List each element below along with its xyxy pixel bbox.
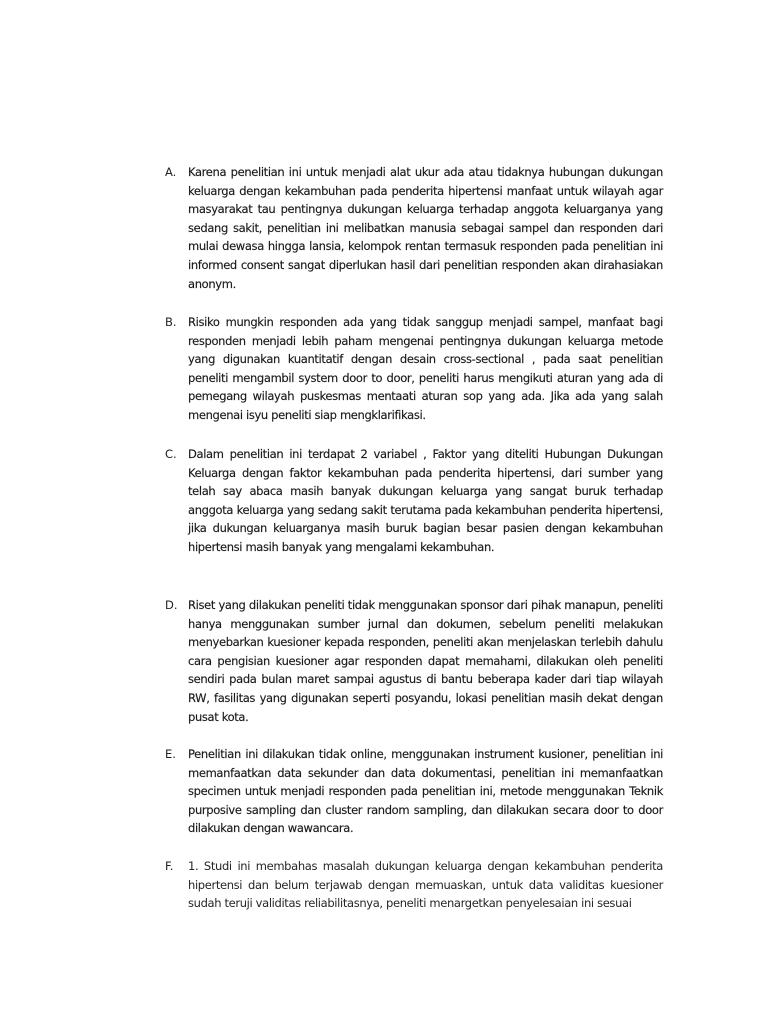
list-marker-c: C. xyxy=(165,447,177,461)
list-marker-f: F. xyxy=(165,859,174,873)
paragraph-c: Dalam penelitian ini terdapat 2 variabel , Faktor yang diteliti Hubungan Dukungan Keluarga dengan faktor kekambuhan pada penderita hipertensi, dari sumber yang telah say abaca masih banyak dukungan keluarga yang sangat buruk terhadap anggota keluarga yang sedang sakit terutama pada kekambuhan penderita hipertensi, jika dukungan keluarganya masih buruk bagian besar pasien dengan kekambuhan hipertensi masih banyak yang mengalami kekambuhan. xyxy=(188,447,663,554)
paragraph-e: Penelitian ini dilakukan tidak online, menggunakan instrument kusioner, penelitian ini memanfaatkan data sekunder dan data dokumentasi, penelitian ini memanfaatkan specimen untuk menjadi responden pada penelitian ini, metode menggunakan Teknik purposive sampling dan cluster random sampling, dan dilakukan secara door to door dilakukan dengan wawancara. xyxy=(188,747,663,836)
paragraph-f: 1. Studi ini membahas masalah dukungan keluarga dengan kekambuhan penderita hipertensi dan belum terjawab dengan memuaskan, untuk data validitas kuesioner sudah teruji validitas reliabilitasnya, peneliti menargetkan penyelesaian ini sesuai xyxy=(188,859,663,911)
paragraph-a: Karena penelitian ini untuk menjadi alat ukur ada atau tidaknya hubungan dukungan keluarga dengan kekambuhan pada penderita hipertensi manfaat untuk wilayah agar masyarakat tau pentingnya dukungan keluarga terhadap anggota keluarganya yang sedang sakit, penelitian ini melibatkan manusia sebagai sampel dan responden dari mulai dewasa hingga lansia, kelompok rentan termasuk responden pada penelitian ini informed consent sangat diperlukan hasil dari penelitian responden akan dirahasiakan anonym. xyxy=(188,165,663,291)
paragraph-d: Riset yang dilakukan peneliti tidak menggunakan sponsor dari pihak manapun, peneliti hanya menggunakan sumber jurnal dan dokumen, sebelum peneliti melakukan menyebarkan kuesioner kepada responden, peneliti akan menjelaskan terlebih dahulu cara pengisian kuesioner agar responden dapat memahami, dilakukan oleh peneliti sendiri pada bulan maret sampai agustus di bantu beberapa kader dari tiap wilayah RW, fasilitas yang digunakan seperti posyandu, lokasi penelitian masih dekat dengan pusat kota. xyxy=(188,598,663,724)
list-marker-d: D. xyxy=(165,598,178,612)
list-marker-a: A. xyxy=(165,165,177,179)
paragraph-b: Risiko mungkin responden ada yang tidak sanggup menjadi sampel, manfaat bagi responden menjadi lebih paham mengenai pentingnya dukungan keluarga metode yang digunakan kuantitatif dengan desain cross-sectional , pada saat penelitian peneliti mengambil system door to door, peneliti harus mengikuti aturan yang ada di pemegang wilayah puskesmas mentaati aturan sop yang ada. Jika ada yang salah mengenai isyu peneliti siap mengklarifikasi. xyxy=(188,315,663,422)
list-marker-e: E. xyxy=(165,747,176,761)
list-marker-b: B. xyxy=(165,315,177,329)
